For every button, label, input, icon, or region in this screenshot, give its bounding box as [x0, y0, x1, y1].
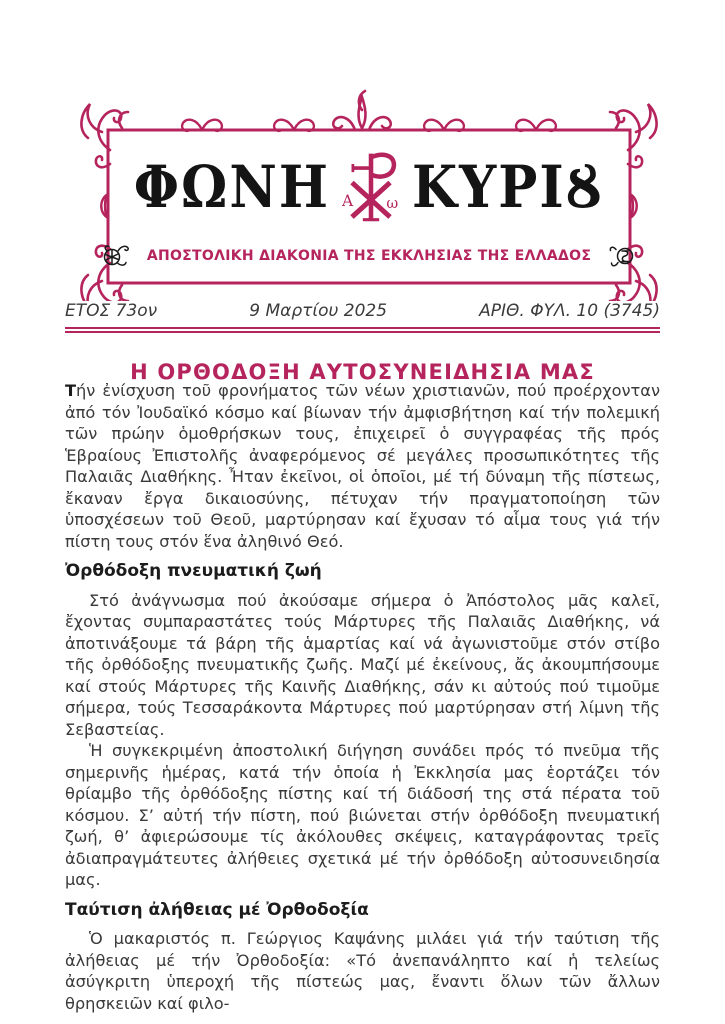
article-paragraph-2: Στό ἀνάγνωσμα πού ἀκούσαμε σήμερα ὁ Ἀπόστολος μᾶς καλεῖ, ἔχοντας συμπαραστάτες τούς Μάρτυρες τῆς Παλαιᾶς Διαθήκης, νά ἀποτινάξουμε τά βάρη τῆς ἁμαρτίας καί νά ἀγωνιστοῦμε στόν στίβο τῆς ὀρθόδοξης πνευματικῆς ζωῆς. Μαζί μέ ἐκείνους, ἄς ἀκουμπήσουμε καί στούς Μάρτυρες τῆς Καινῆς Διαθήκης, σάν κι αὐτούς πού τιμοῦμε σήμερα, τούς Τεσσαράκοντα Μάρτυρες πού μαρτύρησαν στή λίμνη τῆς Σεβαστείας.	[65, 590, 660, 739]
article-body	[65, 380, 660, 1014]
issue-number: ΑΡΙΘ. ΦΥΛ. 10 (3745)	[479, 301, 660, 321]
article-title: Η ΟΡΘΟΔΟΞΗ ΑΥΤΟΣΥΝΕΙΔΗΣΙΑ ΜΑΣ	[130, 360, 595, 385]
masthead-content	[108, 130, 630, 283]
article-paragraph-1	[65, 380, 660, 552]
chi-rho-alpha: Α	[341, 191, 354, 210]
masthead-title	[134, 147, 605, 229]
issue-year: ΕΤΟΣ 73ον	[65, 301, 158, 321]
header-divider-rule	[65, 327, 660, 333]
lead-initial: Τ	[65, 381, 77, 400]
masthead-word-kyriou: ΚΥΡΙȢ	[411, 152, 605, 222]
ornament-seal-left-icon	[101, 243, 131, 269]
chi-rho-icon	[342, 147, 400, 229]
masthead-subtitle: ΑΠΟΣΤΟΛΙΚΗ ΔΙΑΚΟΝΙΑ ΤΗΣ ΕΚΚΛΗΣΙΑΣ ΤΗΣ ΕΛΛΑΔΟΣ	[146, 247, 592, 264]
masthead-word-foni: ΦΩΝΗ	[133, 152, 330, 222]
section-heading-1: Ὀρθόδοξη πνευματική ζωή	[65, 561, 322, 581]
issue-info-line	[65, 301, 660, 321]
paragraph-1-text: ήν ἐνίσχυση τοῦ φρονήματος τῶν νέων χριστιανῶν, πού προέρχονταν ἀπό τόν Ἰουδαϊκό κόσμο καί βίωναν τήν ἀμφισβήτηση καί τήν πολεμική τῶν πρώην ὁμοθρήσκων τους, ἐπιχειρεῖ ὁ συγγραφέας τῆς πρός Ἑβραίους Ἐπιστολῆς ἀναφερόμενος σέ μεγάλες προσωπικότητες τῆς Παλαιᾶς Διαθήκης. Ἦταν ἐκεῖνοι, οἱ ὁποῖοι, μέ τή δύναμη τῆς πίστεως, ἔκαναν ἔργα δικαιοσύνης, πέτυχαν τήν πραγματοποίηση τῶν ὑποσχέσεων τοῦ Θεοῦ, μαρτύρησαν καί ἔχυσαν τό αἷμα τους γιά τήν πίστη τους στόν ἕνα ἀληθινό Θεό.	[65, 381, 660, 551]
issue-date: 9 Μαρτίου 2025	[249, 301, 388, 321]
ornament-seal-right-icon	[607, 243, 637, 269]
article-paragraph-3: Ἡ συγκεκριμένη ἀποστολική διήγηση συνάδει πρός τό πνεῦμα τῆς σημερινῆς ἡμέρας, κατά τήν ὁποία ἡ Ἐκκλησία μας ἑορτάζει τόν θρίαμβο τῆς ὀρθόδοξης πίστης καί τή διάδοσή της στά πέρατα τοῦ κόσμου. Σ’ αὐτή τήν πίστη, πού βιώνεται στήν ὀρθόδοξη πνευματική ζωή, θ’ ἀφιερώσουμε τίς ἀκόλουθες σκέψεις, καταγράφοντας τρεῖς ἀδιαπραγμάτευτες ἀλήθειες σχετικά μέ τήν ὀρθόδοξη αὐτοσυνειδησία μας.	[65, 741, 660, 889]
masthead	[62, 86, 662, 301]
article-paragraph-4: Ὁ μακαριστός π. Γεώργιος Καψάνης μιλάει γιά τήν ταύτιση τῆς ἀλήθειας μέ τήν Ὀρθοδοξία: «Τό ἀνεπανάληπτο καί ἡ τελείως ἀσύγκριτη ὑπεροχή τῆς πίστεώς μας, ἔναντι ὅλων τῶν ἄλλων θρησκειῶν καί φιλο-	[65, 929, 660, 1013]
masthead-subtitle-row	[101, 243, 637, 269]
chi-rho-omega: ω	[386, 195, 399, 212]
section-heading-2: Ταύτιση ἀλήθειας μέ Ὀρθοδοξία	[65, 899, 369, 920]
